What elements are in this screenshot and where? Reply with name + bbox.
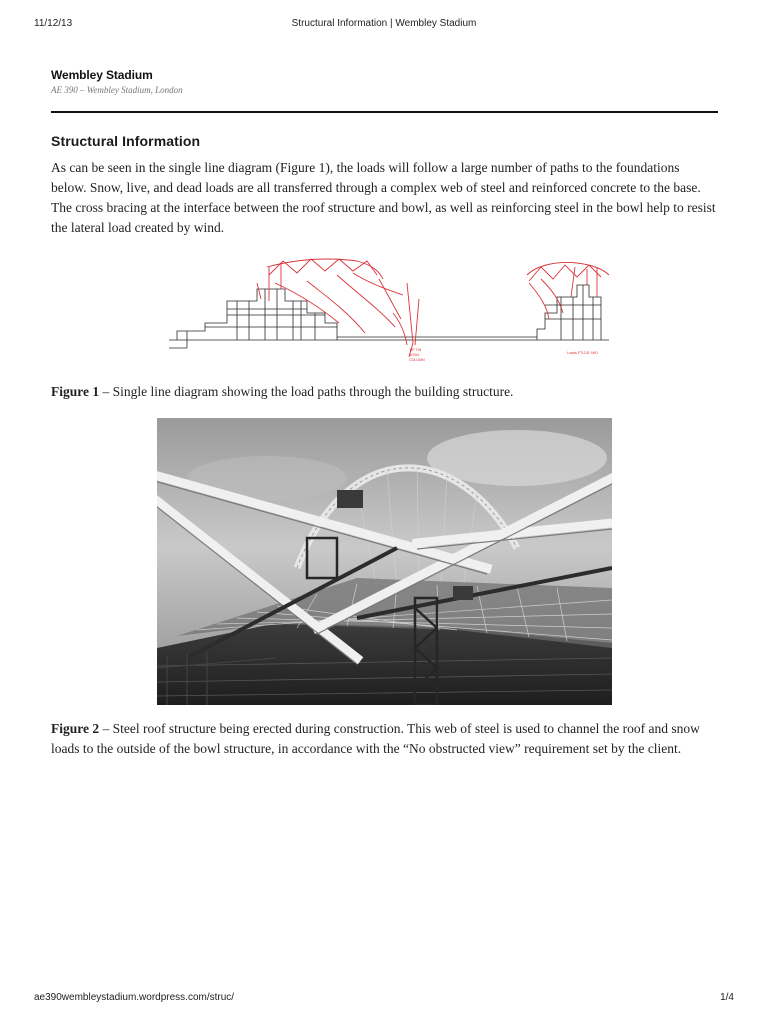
figure-1-caption-text: – Single line diagram showing the load paths through the building structure. [99, 384, 514, 399]
header-divider [51, 111, 718, 113]
figure-2-caption [51, 719, 718, 759]
site-header [51, 68, 718, 95]
print-header [34, 18, 734, 32]
post-content [51, 133, 718, 238]
page-number: 1/4 [720, 992, 734, 1003]
load-path-diagram-image [157, 253, 613, 365]
svg-text:COLUMN: COLUMN [409, 358, 425, 362]
site-title-link[interactable]: Wembley Stadium [51, 68, 153, 82]
figure-1-label: Figure 1 [51, 384, 100, 399]
figure-1-caption [51, 382, 718, 402]
print-url: ae390wembleystadium.wordpress.com/struc/ [34, 992, 235, 1003]
site-description: AE 390 – Wembley Stadium, London [51, 85, 183, 95]
print-page-title: Structural Information | Wembley Stadium [291, 18, 477, 29]
figure-2-caption-text: – Steel roof structure being erected during construction. This web of steel is used to channel the roof and snow loads to the outside of the bowl structure, in accordance with the “No obstructed view” requirement set by the client. [51, 721, 700, 756]
figure-2-label: Figure 2 [51, 721, 100, 736]
print-date: 11/12/13 [34, 18, 73, 29]
post-title: Structural Information [51, 133, 201, 149]
svg-text:TIP TIN: TIP TIN [409, 348, 422, 352]
roof-construction-photo [157, 418, 612, 705]
print-footer [34, 992, 734, 1006]
svg-text:BOWL: BOWL [409, 353, 420, 357]
post-paragraph: As can be seen in the single line diagram (Figure 1), the loads will follow a large number of paths to the foundations below. Snow, live, and dead loads are all transferred through a complex web of steel and reinforced concrete to the base. The cross bracing at the interface between the roof structure and bowl, as well as reinforcing steel in the bowl help to resist the lateral load created by wind. [51, 160, 716, 235]
svg-text:Loads FTLDD SHD: Loads FTLDD SHD [567, 351, 598, 355]
